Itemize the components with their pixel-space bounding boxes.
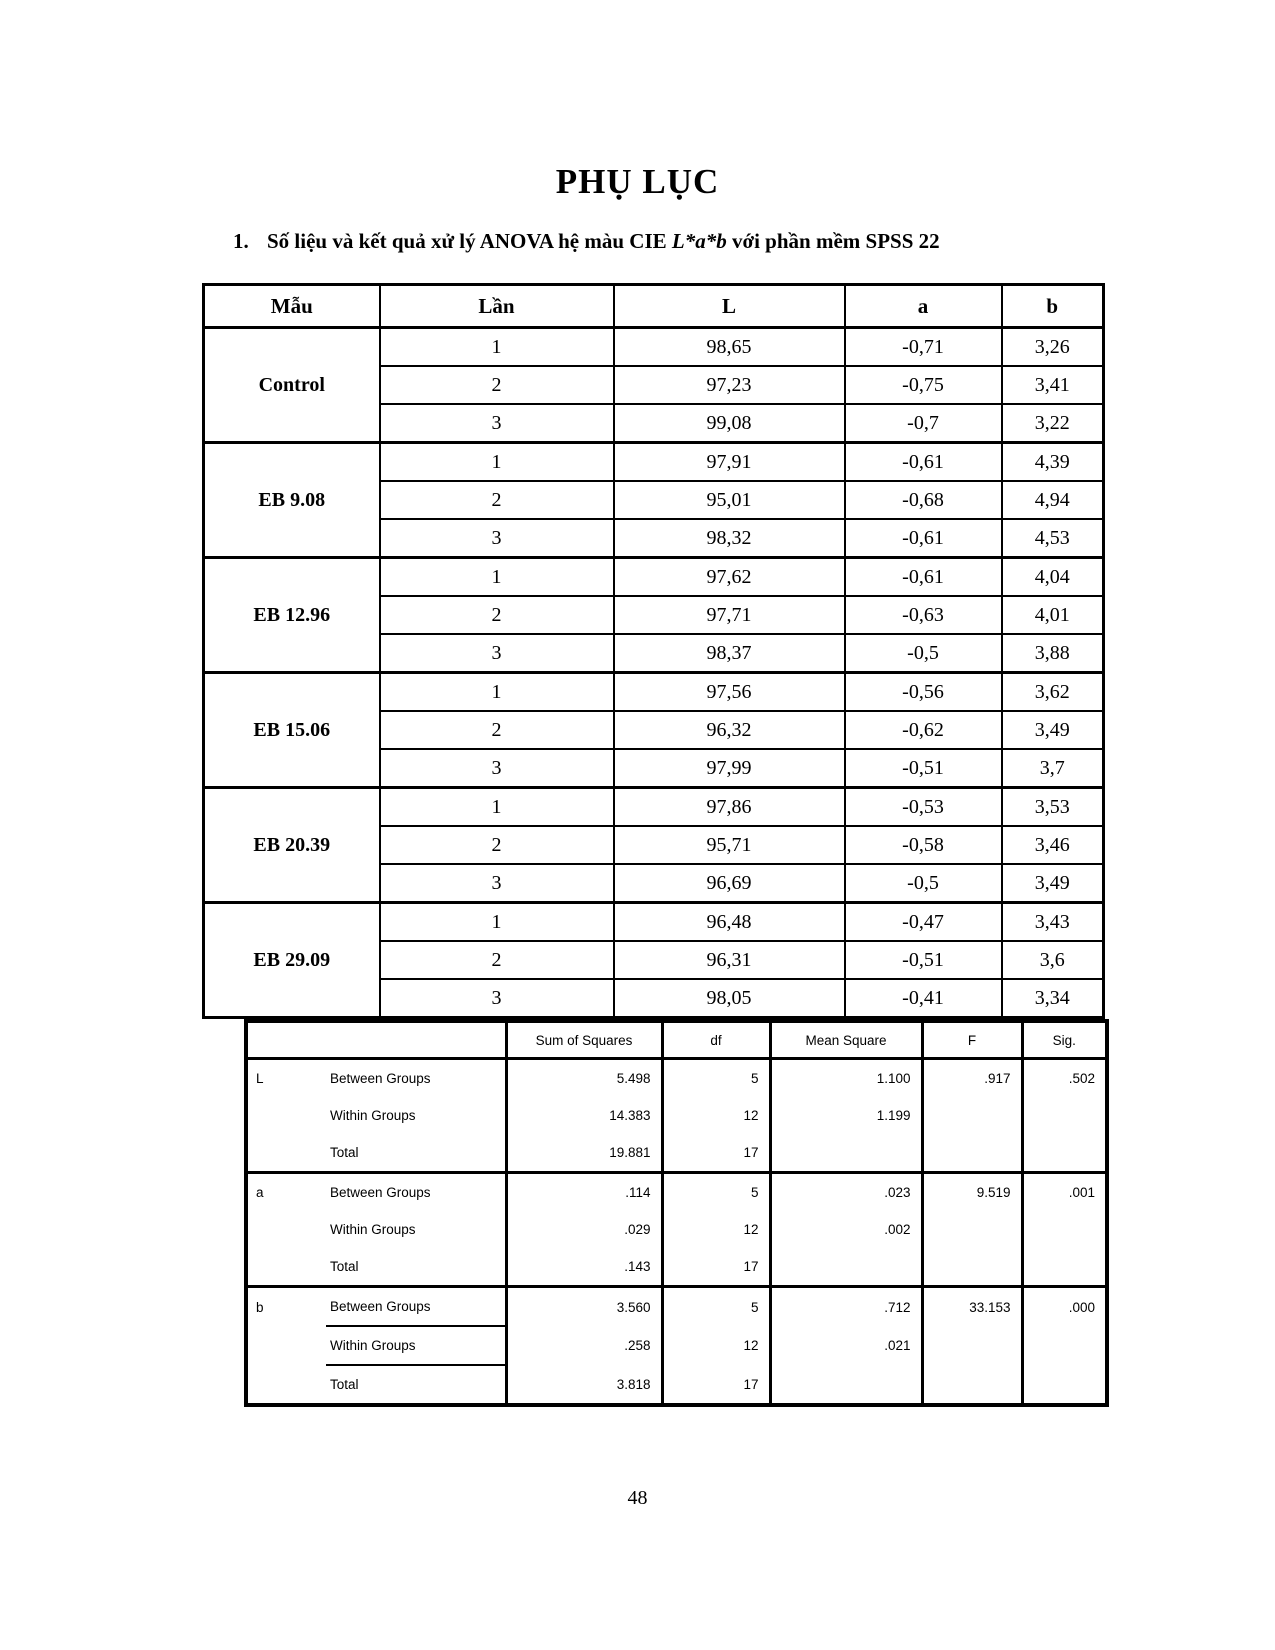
cell [1022, 1326, 1107, 1365]
cell: 3 [380, 634, 614, 673]
cell: 3,26 [1002, 328, 1104, 367]
lab-table-container [202, 283, 1105, 1019]
lab-header-row [204, 285, 1104, 328]
cell: 95,01 [614, 481, 845, 519]
table-row [204, 328, 1104, 367]
cell: -0,71 [845, 328, 1002, 367]
col-header-b: b [1002, 285, 1104, 328]
cell: .114 [506, 1173, 662, 1212]
cell: 33.153 [922, 1287, 1022, 1327]
table-row [204, 903, 1104, 942]
cell: 1.100 [770, 1059, 922, 1098]
variable-label [246, 1365, 326, 1405]
cell: 99,08 [614, 404, 845, 443]
cell: -0,47 [845, 903, 1002, 942]
variable-label: b [246, 1287, 326, 1327]
source-label: Between Groups [326, 1287, 506, 1327]
anova-header-mean-square: Mean Square [770, 1021, 922, 1059]
anova-table-container [244, 1019, 1109, 1407]
cell [922, 1211, 1022, 1248]
cell: 97,23 [614, 366, 845, 404]
anova-header-row [246, 1021, 1107, 1059]
cell: -0,62 [845, 711, 1002, 749]
table-row [246, 1211, 1107, 1248]
cell [770, 1134, 922, 1173]
cell [922, 1326, 1022, 1365]
variable-label [246, 1248, 326, 1287]
col-header-a: a [845, 285, 1002, 328]
cell [922, 1248, 1022, 1287]
cell: 12 [662, 1211, 770, 1248]
cell: 1 [380, 558, 614, 597]
cell [1022, 1248, 1107, 1287]
cell: 3 [380, 404, 614, 443]
cell: 1 [380, 673, 614, 712]
section-heading [233, 229, 940, 254]
variable-label [246, 1134, 326, 1173]
table-row [204, 788, 1104, 827]
table-row [246, 1287, 1107, 1327]
cell: 97,86 [614, 788, 845, 827]
cell: 96,48 [614, 903, 845, 942]
source-label: Total [330, 1259, 359, 1274]
cell: 5 [662, 1287, 770, 1327]
cell: -0,56 [845, 673, 1002, 712]
cell: -0,68 [845, 481, 1002, 519]
cell: 5.498 [506, 1059, 662, 1098]
cell: 19.881 [506, 1134, 662, 1173]
sample-label: EB 12.96 [204, 558, 380, 673]
cell: -0,51 [845, 749, 1002, 788]
anova-header-sum-of-squares: Sum of Squares [506, 1021, 662, 1059]
table-row [246, 1097, 1107, 1134]
cell: -0,61 [845, 519, 1002, 558]
cell: 97,71 [614, 596, 845, 634]
cell: 97,62 [614, 558, 845, 597]
cell: 1.199 [770, 1097, 922, 1134]
variable-label: a [246, 1173, 326, 1212]
cell: -0,61 [845, 443, 1002, 482]
cell: 9.519 [922, 1173, 1022, 1212]
cell: .917 [922, 1059, 1022, 1098]
cell: 3 [380, 979, 614, 1018]
cell: .258 [506, 1326, 662, 1365]
cell: 95,71 [614, 826, 845, 864]
col-header-L: L [614, 285, 845, 328]
cell: .143 [506, 1248, 662, 1287]
cell: 4,04 [1002, 558, 1104, 597]
cell: -0,41 [845, 979, 1002, 1018]
cell: 3.818 [506, 1365, 662, 1405]
cell [922, 1097, 1022, 1134]
cell: 4,53 [1002, 519, 1104, 558]
cell: 3 [380, 864, 614, 903]
cell: 3 [380, 749, 614, 788]
cell [922, 1365, 1022, 1405]
cell: .002 [770, 1211, 922, 1248]
cell: 96,69 [614, 864, 845, 903]
cell: -0,5 [845, 864, 1002, 903]
cell: -0,51 [845, 941, 1002, 979]
cell: 3,43 [1002, 903, 1104, 942]
variable-label [246, 1211, 326, 1248]
cell: 2 [380, 941, 614, 979]
anova-header-df: df [662, 1021, 770, 1059]
source-label: Within Groups [326, 1326, 506, 1365]
cell: -0,75 [845, 366, 1002, 404]
table-row [246, 1134, 1107, 1173]
cell: 3.560 [506, 1287, 662, 1327]
cell: .000 [1022, 1287, 1107, 1327]
cell [1022, 1211, 1107, 1248]
cell: 17 [662, 1134, 770, 1173]
source-label: Total [330, 1377, 359, 1392]
cell: 98,37 [614, 634, 845, 673]
cell: 98,65 [614, 328, 845, 367]
cell: 96,31 [614, 941, 845, 979]
source-label: Between Groups [326, 1173, 506, 1212]
cell: .023 [770, 1173, 922, 1212]
cell: .001 [1022, 1173, 1107, 1212]
cell: 3,34 [1002, 979, 1104, 1018]
cell: 3 [380, 519, 614, 558]
cell: 3,49 [1002, 711, 1104, 749]
cell: 12 [662, 1097, 770, 1134]
table-row [246, 1059, 1107, 1098]
cell: .712 [770, 1287, 922, 1327]
cell: 97,56 [614, 673, 845, 712]
cell: 3,22 [1002, 404, 1104, 443]
cell: 98,32 [614, 519, 845, 558]
cell: 1 [380, 788, 614, 827]
anova-header-blank [246, 1021, 506, 1059]
cell: 2 [380, 481, 614, 519]
cell: 3,7 [1002, 749, 1104, 788]
cell: 3,53 [1002, 788, 1104, 827]
source-label: Within Groups [330, 1222, 416, 1237]
cell: 97,91 [614, 443, 845, 482]
cell: 3,6 [1002, 941, 1104, 979]
col-header-mau: Mẫu [204, 285, 380, 328]
source-label: Total [330, 1145, 359, 1160]
cell: 4,01 [1002, 596, 1104, 634]
cell: 4,39 [1002, 443, 1104, 482]
spss-anova-table [244, 1019, 1109, 1407]
cell [770, 1365, 922, 1405]
cell: -0,7 [845, 404, 1002, 443]
sample-label: Control [204, 328, 380, 443]
source-label: Between Groups [330, 1071, 431, 1086]
cell: 97,99 [614, 749, 845, 788]
anova-header-sig: Sig. [1022, 1021, 1107, 1059]
cell [1022, 1097, 1107, 1134]
cell: 2 [380, 711, 614, 749]
cell: 3,88 [1002, 634, 1104, 673]
cell: -0,61 [845, 558, 1002, 597]
cell: .502 [1022, 1059, 1107, 1098]
cell [1022, 1134, 1107, 1173]
cell: 3,41 [1002, 366, 1104, 404]
cell: 4,94 [1002, 481, 1104, 519]
table-row [204, 443, 1104, 482]
sample-label: EB 15.06 [204, 673, 380, 788]
cell: 2 [380, 826, 614, 864]
table-row [246, 1365, 1107, 1405]
sample-label: EB 9.08 [204, 443, 380, 558]
lab-measurements-table [202, 283, 1105, 1019]
cell: 2 [380, 596, 614, 634]
cell [1022, 1365, 1107, 1405]
table-row [246, 1173, 1107, 1212]
cell: 1 [380, 328, 614, 367]
variable-label [246, 1097, 326, 1134]
table-row [204, 673, 1104, 712]
sample-label: EB 20.39 [204, 788, 380, 903]
cell: 1 [380, 903, 614, 942]
heading-text-after: với phần mềm SPSS 22 [726, 229, 940, 253]
cell: 1 [380, 443, 614, 482]
cell: 12 [662, 1326, 770, 1365]
cell: 3,49 [1002, 864, 1104, 903]
cell: 17 [662, 1365, 770, 1405]
heading-emphasis: L*a*b [671, 229, 727, 253]
cell: .021 [770, 1326, 922, 1365]
heading-text: Số liệu và kết quả xử lý ANOVA hệ màu CIE [267, 229, 672, 253]
cell: -0,58 [845, 826, 1002, 864]
cell: 2 [380, 366, 614, 404]
cell: -0,63 [845, 596, 1002, 634]
cell: 98,05 [614, 979, 845, 1018]
cell [922, 1134, 1022, 1173]
cell: -0,5 [845, 634, 1002, 673]
cell: -0,53 [845, 788, 1002, 827]
cell: 5 [662, 1059, 770, 1098]
anova-header-f: F [922, 1021, 1022, 1059]
page-number: 48 [627, 1487, 648, 1509]
cell [770, 1248, 922, 1287]
sample-label: EB 29.09 [204, 903, 380, 1018]
variable-label: L [256, 1071, 264, 1086]
cell: 96,32 [614, 711, 845, 749]
table-row [246, 1248, 1107, 1287]
cell: .029 [506, 1211, 662, 1248]
heading-index: 1. [233, 229, 249, 253]
cell: 14.383 [506, 1097, 662, 1134]
cell: 3,62 [1002, 673, 1104, 712]
table-row [204, 558, 1104, 597]
cell: 5 [662, 1173, 770, 1212]
source-label: Within Groups [330, 1108, 416, 1123]
variable-label [246, 1326, 326, 1365]
cell: 17 [662, 1248, 770, 1287]
table-row [246, 1326, 1107, 1365]
page-title: PHỤ LỤC [555, 162, 720, 201]
cell: 3,46 [1002, 826, 1104, 864]
col-header-lan: Lần [380, 285, 614, 328]
